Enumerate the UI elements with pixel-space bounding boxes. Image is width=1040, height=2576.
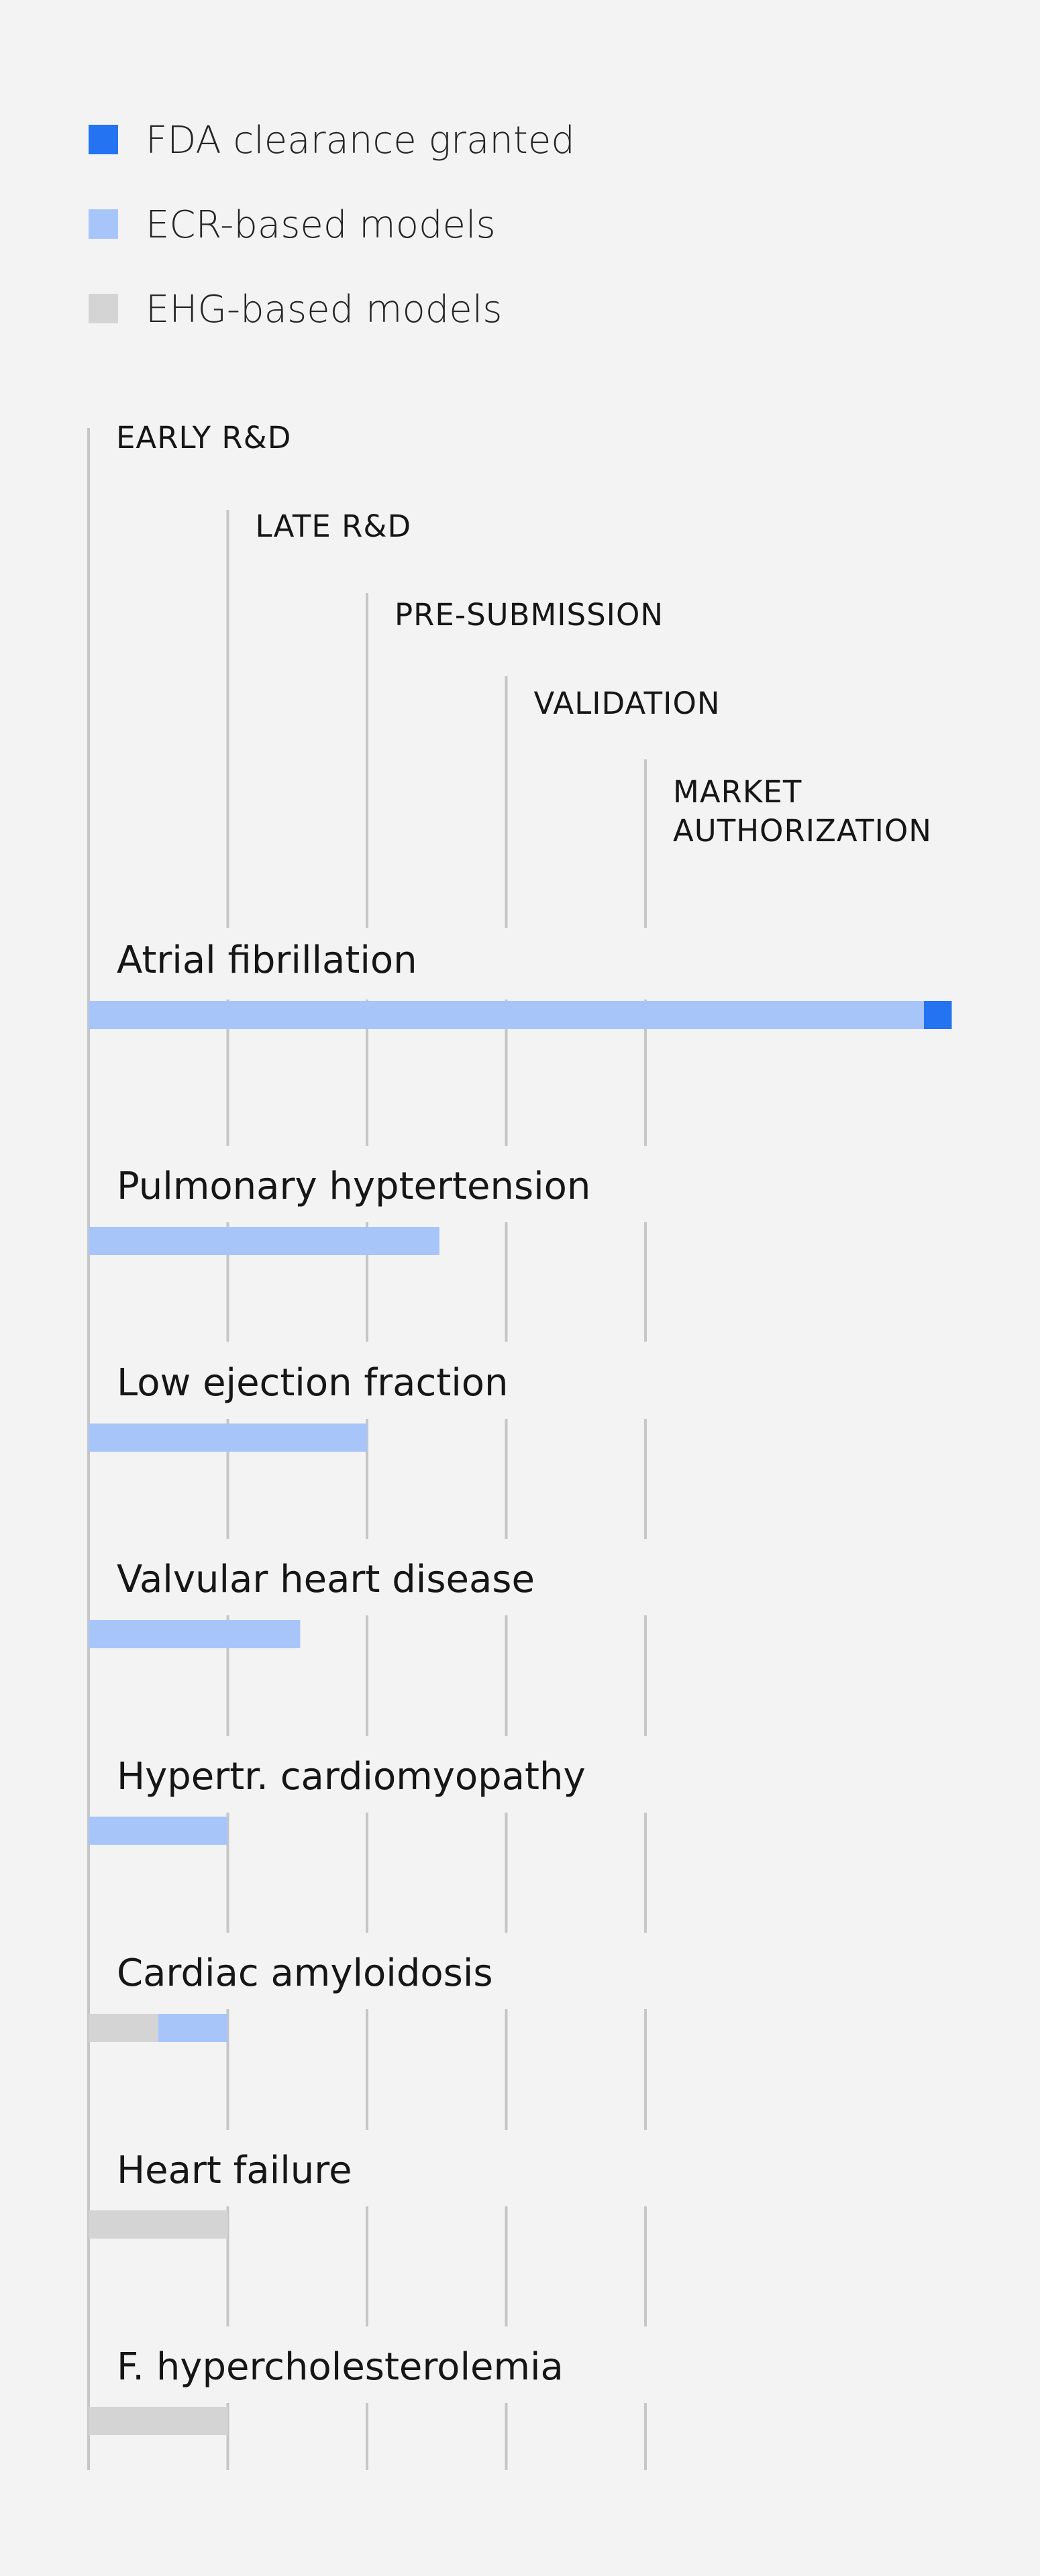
row-label-6: Heart failure xyxy=(117,2149,352,2192)
bar-5-ehg-0 xyxy=(89,2014,158,2042)
row-label-4: Hypertr. cardiomyopathy xyxy=(117,1755,586,1799)
row-label-0: Atrial fibrillation xyxy=(117,938,417,982)
disease-rows xyxy=(89,938,952,2435)
row-label-5: Cardiac amyloidosis xyxy=(117,1951,493,1995)
bar-4-ecr-0 xyxy=(89,1817,228,1845)
legend-label-fda: FDA clearance granted xyxy=(146,119,575,162)
stage-labels xyxy=(116,420,932,849)
row-label-1: Pulmonary hyptertension xyxy=(117,1165,591,1208)
stage-label-2: PRE-SUBMISSION xyxy=(395,597,664,633)
row-label-3: Valvular heart disease xyxy=(117,1558,535,1601)
legend-swatch-ehg xyxy=(89,294,118,323)
stage-label-1: LATE R&D xyxy=(255,508,412,544)
bar-3-ecr-0 xyxy=(89,1620,300,1648)
bar-5-ecr-1 xyxy=(158,2014,228,2042)
row-label-7: F. hypercholesterolemia xyxy=(117,2345,564,2389)
stage-label-0: EARLY R&D xyxy=(116,420,292,455)
bar-1-ecr-0 xyxy=(89,1227,439,1255)
bar-7-ehg-0 xyxy=(89,2407,228,2435)
bar-0-fda-1 xyxy=(924,1001,952,1029)
bar-0-ecr-0 xyxy=(89,1001,924,1029)
legend xyxy=(89,119,575,331)
legend-swatch-ecr xyxy=(89,209,118,239)
bar-6-ehg-0 xyxy=(89,2210,228,2239)
stage-label-4: MARKET xyxy=(673,774,802,810)
legend-label-ecr: ECR-based models xyxy=(146,203,496,247)
legend-label-ehg: EHG-based models xyxy=(146,288,503,331)
row-label-2: Low ejection fraction xyxy=(117,1361,509,1405)
stage-label-4-line2: AUTHORIZATION xyxy=(673,813,932,849)
stage-label-3: VALIDATION xyxy=(533,686,721,721)
legend-swatch-fda xyxy=(89,125,118,154)
bar-2-ecr-0 xyxy=(89,1424,367,1452)
